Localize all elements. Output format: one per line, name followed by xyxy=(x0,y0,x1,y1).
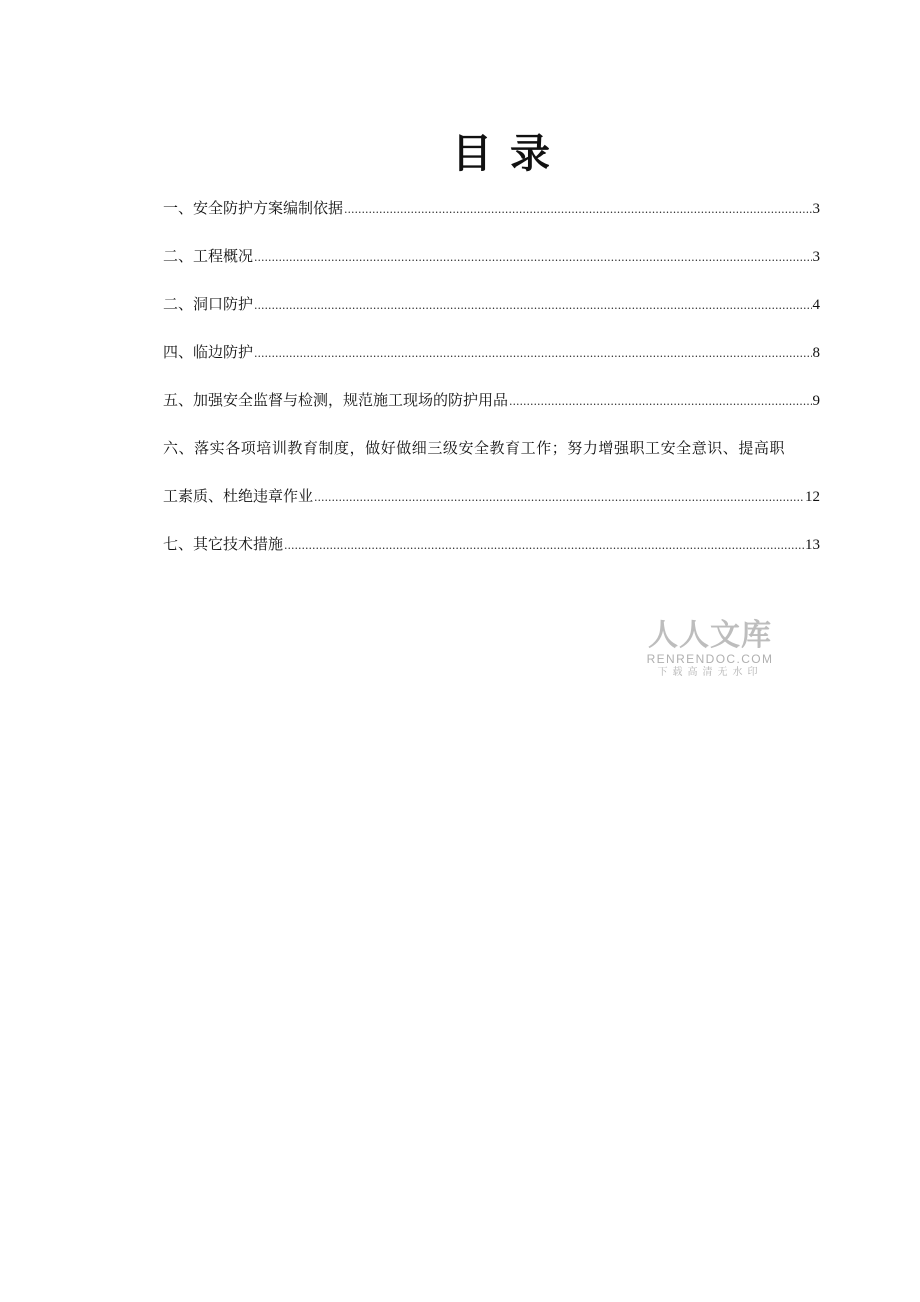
watermark-domain-text: RENRENDOC.COM xyxy=(646,652,774,666)
toc-dot-leader xyxy=(284,534,804,558)
watermark-logo xyxy=(646,620,774,680)
toc-entry-7[interactable] xyxy=(163,532,820,556)
toc-entry-4[interactable] xyxy=(163,340,820,364)
toc-entry-label: 二、洞口防护 xyxy=(163,295,254,313)
page-title: 目 录 xyxy=(452,131,552,177)
toc-dot-leader xyxy=(314,486,804,510)
toc-dot-leader xyxy=(254,294,811,318)
watermark-brand-text: 人人文库 xyxy=(648,618,772,653)
toc-entry-label: 七、其它技术措施 xyxy=(163,535,284,553)
toc-entry-1[interactable] xyxy=(163,196,820,220)
toc-dot-leader xyxy=(254,342,811,366)
toc-entry-label-line1: 六、落实各项培训教育制度，做好做细三级安全教育工作；努力增强职工安全意识、提高职 xyxy=(163,439,786,457)
toc-entry-5[interactable] xyxy=(163,388,820,412)
toc-dot-leader xyxy=(344,198,811,222)
toc-page-number: 4 xyxy=(812,297,820,313)
table-of-contents xyxy=(163,196,820,580)
toc-page-number: 3 xyxy=(812,249,820,265)
toc-entry-2[interactable] xyxy=(163,244,820,268)
toc-entry-label: 一、安全防护方案编制依据 xyxy=(163,199,344,217)
toc-dot-leader xyxy=(509,390,811,414)
toc-entry-label: 二、工程概况 xyxy=(163,247,254,265)
toc-entry-label-line2: 工素质、杜绝违章作业 xyxy=(163,487,314,505)
toc-page-number: 12 xyxy=(805,489,820,505)
toc-page-number: 13 xyxy=(805,537,820,553)
toc-page-number: 3 xyxy=(812,201,820,217)
toc-page-number: 9 xyxy=(812,393,820,409)
toc-entry-6[interactable] xyxy=(163,436,820,508)
toc-entry-3[interactable] xyxy=(163,292,820,316)
watermark-tagline: 下载高清无水印 xyxy=(657,667,763,678)
toc-entry-label: 四、临边防护 xyxy=(163,343,254,361)
toc-page-number: 8 xyxy=(812,345,820,361)
toc-entry-label: 五、加强安全监督与检测，规范施工现场的防护用品 xyxy=(163,391,509,409)
toc-dot-leader xyxy=(254,246,811,270)
